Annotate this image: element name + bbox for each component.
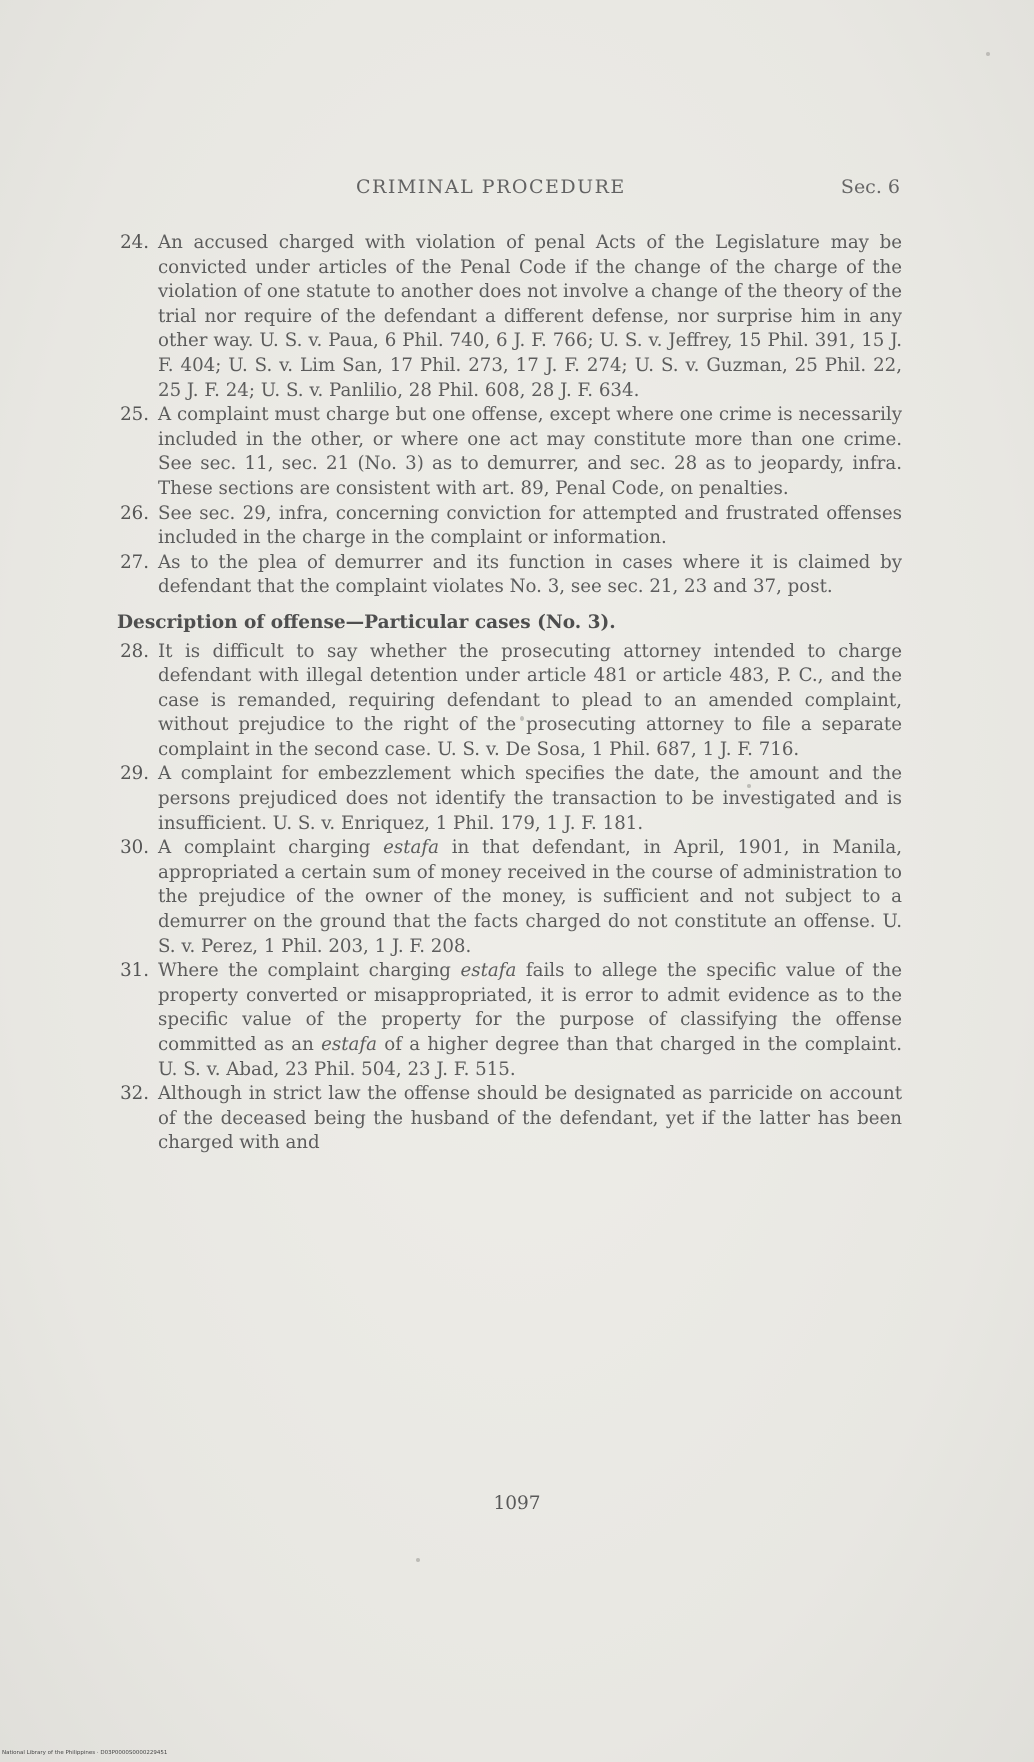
scan-stamp: National Library of the Philippines · D03P0000S0000229451 [2, 1750, 168, 1756]
paragraph-text: See sec. 29, infra, concerning conviction for attempted and frustrated offenses included in the charge in the complaint or information. [158, 502, 902, 549]
paragraph-number: 31. [120, 960, 149, 982]
running-title: CRIMINAL PROCEDURE [356, 176, 626, 198]
text-run: fails to allege the specific value of the property converted or misappropriated, it is error to admit evidence as to the specific value of the property for the purpose of classifying the offense committed as an [158, 960, 902, 1055]
italic-term: estafa [321, 1034, 377, 1055]
paragraph-number: 26. [120, 502, 149, 524]
annotation-31 [120, 959, 902, 1082]
text-run: in that defendant, in April, 1901, in Manila, appropriated a certain sum of money received in the course of administration to the prejudice of the owner of the money, is sufficient and not subject to a demurrer on the ground that the facts charged do not constitute an offense. U. S. v. Perez, 1 Phil. 203, 1 J. F. 208. [158, 837, 902, 957]
italic-term: estafa [383, 837, 439, 859]
paragraph-text: A complaint for embezzlement which specifies the date, the amount and the persons prejudiced does not identify the transaction to be investigated and is insufficient. U. S. v. Enriquez, 1 Phil. 179, 1 J. F. 181. [158, 763, 902, 834]
paragraph-number: 32. [120, 1083, 149, 1105]
page-body [117, 231, 903, 1156]
paragraph-number: 24. [120, 232, 149, 253]
section-subheading: Description of offense—Particular cases (No. 3). [117, 611, 616, 633]
paragraph-number: 25. [120, 404, 149, 426]
paragraph-text: An accused charged with violation of penal Acts of the Legislature may be convicted under articles of the Penal Code if the change of the charge of the violation of one statute to another does not involve a change of the theory of the trial nor require of the defendant a different defense, nor surprise him in any other way. U. S. v. Paua, 6 Phil. 740, 6 J. F. 766; U. S. v. Jeffrey, 15 Phil. 391, 15 J. F. 404; U. S. v. Lim San, 17 Phil. 273, 17 J. F. 274; U. S. v. Guzman, 25 Phil. 22, 25 J. F. 24; U. S. v. Panlilio, 28 Phil. 608, 28 J. F. 634. [158, 232, 902, 401]
annotation-30 [120, 836, 902, 959]
annotation-25 [120, 403, 902, 501]
text-run: Where the complaint charging [158, 960, 461, 982]
annotation-24 [120, 231, 902, 403]
annotation-29 [120, 762, 902, 836]
paragraph-text: A complaint must charge but one offense, except where one crime is necessarily included in the other, or where one act may constitute more than one crime. See sec. 11, sec. 21 (No. 3) as to demurrer, and sec. 28 as to jeopardy, infra. These sections are consistent with art. 89, Penal Code, on penalties. [158, 404, 902, 499]
running-header [120, 176, 900, 202]
section-number: Sec. 6 [840, 176, 900, 198]
paragraph-text: It is difficult to say whether the prosecuting attorney intended to charge defendant with illegal detention under article 481 or article 483, P. C., and the case is remanded, requiring defendant to plead to an amended complaint, without prejudice to the right of the prosecuting attorney to file a separate complaint in the second case. U. S. v. De Sosa, 1 Phil. 687, 1 J. F. 716. [158, 640, 902, 760]
annotation-27 [120, 551, 902, 600]
speck [416, 1558, 420, 1562]
page-number: 1097 [493, 1493, 541, 1514]
annotation-26 [120, 502, 902, 551]
speck [986, 52, 990, 56]
paragraph-text [158, 959, 902, 1082]
italic-term: estafa [460, 960, 517, 982]
paragraph-text [158, 836, 902, 959]
text-run: of a higher degree than that charged in the complaint. U. S. v. Abad, 23 Phil. 504, 23 J. F. 515. [158, 1034, 903, 1080]
paragraph-text: As to the plea of demurrer and its function in cases where it is claimed by defendant that the complaint violates No. 3, see sec. 21, 23 and 37, post. [158, 551, 902, 598]
paragraph-number: 30. [120, 837, 149, 859]
annotation-28 [120, 640, 902, 763]
paragraph-number: 27. [120, 551, 149, 573]
paragraph-number: 29. [120, 763, 149, 785]
paragraph-text: Although in strict law the offense should be designated as parricide on account of the deceased being the husband of the defendant, yet if the latter has been charged with and [158, 1083, 902, 1154]
paragraph-number: 28. [120, 640, 149, 662]
text-run: A complaint charging [158, 837, 384, 859]
annotation-32 [120, 1082, 902, 1156]
